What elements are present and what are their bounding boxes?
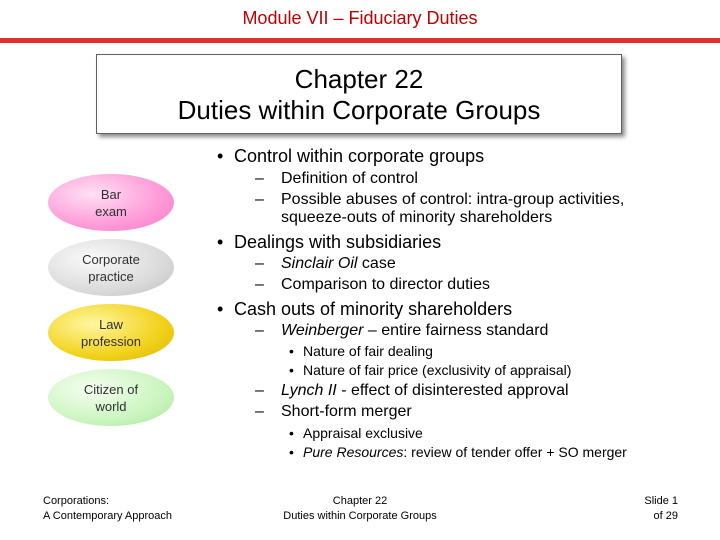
chapter-title: Chapter 22 xyxy=(294,64,424,94)
sub-item-abuses-continued: squeeze-outs of minority shareholders xyxy=(281,209,553,226)
bullet-marker: • xyxy=(289,444,294,460)
sub-sub-item-text: : review of tender offer + SO merger xyxy=(403,444,627,460)
bullet-text: Cash outs of minority shareholders xyxy=(234,299,513,319)
sub-item-sinclair xyxy=(255,255,396,273)
footer-book-title xyxy=(43,494,172,524)
bullet-marker: • xyxy=(217,299,224,319)
bullet-text: Control within corporate groups xyxy=(234,146,485,166)
case-name: Weinberger xyxy=(281,322,364,339)
ellipse-bar-exam xyxy=(48,174,174,231)
dash-marker: – xyxy=(255,276,264,293)
sub-item-short-form-merger xyxy=(255,403,412,421)
sub-sub-item-appraisal xyxy=(289,425,423,441)
sub-item-lynch xyxy=(255,382,569,400)
sub-item-text: – entire fairness standard xyxy=(363,322,549,339)
sub-sub-item-fair-dealing xyxy=(289,343,433,359)
bullet-marker: • xyxy=(289,425,294,441)
header-divider xyxy=(0,38,720,43)
sub-item-text: Comparison to director duties xyxy=(281,276,490,293)
ellipse-label: profession xyxy=(81,333,141,349)
sub-sub-item-text: Nature of fair price (exclusivity of appraisal) xyxy=(303,362,572,378)
sub-sub-item-pure-resources xyxy=(289,444,627,460)
footer-text: of 29 xyxy=(653,510,678,522)
chapter-title-box xyxy=(96,54,622,134)
sub-item-definition xyxy=(255,170,418,188)
footer-text: Slide 1 xyxy=(644,495,678,507)
ellipse-label: Citizen of xyxy=(83,381,139,397)
case-name: Pure Resources xyxy=(303,444,404,460)
dash-marker: – xyxy=(255,322,264,339)
sub-sub-item-text: Nature of fair dealing xyxy=(303,343,433,359)
ellipse-citizen-of-world xyxy=(48,369,174,426)
bullet-marker: • xyxy=(289,343,294,359)
footer-slide-number xyxy=(600,494,678,524)
sub-item-text: Short-form merger xyxy=(281,403,412,420)
bullet-marker: • xyxy=(217,232,224,252)
footer-text: Corporations: xyxy=(43,495,110,507)
chapter-subtitle: Duties within Corporate Groups xyxy=(177,95,541,125)
footer-chapter xyxy=(260,494,460,524)
bullet-control xyxy=(217,146,484,167)
bullet-text: Dealings with subsidiaries xyxy=(234,232,442,252)
ellipse-corporate-practice xyxy=(48,239,174,296)
dash-marker: – xyxy=(255,255,264,272)
sub-item-text: Possible abuses of control: intra-group activities, xyxy=(281,191,625,208)
ellipse-label: exam xyxy=(95,203,127,219)
ellipse-law-profession xyxy=(48,304,174,361)
sub-sub-item-fair-price xyxy=(289,362,571,378)
case-name: Sinclair Oil xyxy=(281,255,358,272)
sub-item-weinberger xyxy=(255,322,548,340)
dash-marker: – xyxy=(255,170,264,187)
dash-marker: – xyxy=(255,382,264,399)
footer-text: Duties within Corporate Groups xyxy=(283,510,437,522)
dash-marker: – xyxy=(255,403,264,420)
sub-item-abuses xyxy=(255,191,624,209)
case-name: Lynch II xyxy=(281,382,337,399)
sub-item-text: Definition of control xyxy=(281,170,418,187)
bullet-marker: • xyxy=(289,362,294,378)
ellipse-label: Law xyxy=(99,316,123,332)
sub-item-comparison xyxy=(255,276,490,294)
bullet-dealings xyxy=(217,232,441,253)
module-title: Module VII – Fiduciary Duties xyxy=(242,8,478,28)
ellipse-label: Bar xyxy=(100,186,122,202)
sub-item-text: case xyxy=(357,255,396,272)
footer-text: Chapter 22 xyxy=(332,495,388,507)
sub-item-text: - effect of disinterested approval xyxy=(336,382,569,399)
sub-sub-item-text: Appraisal exclusive xyxy=(303,425,423,441)
dash-marker: – xyxy=(255,191,264,208)
ellipse-label: practice xyxy=(88,268,134,284)
ellipse-label: world xyxy=(95,398,127,414)
bullet-marker: • xyxy=(217,146,224,166)
bullet-cash-outs xyxy=(217,299,512,320)
ellipse-label: Corporate xyxy=(82,251,140,267)
footer-text: A Contemporary Approach xyxy=(43,510,173,522)
